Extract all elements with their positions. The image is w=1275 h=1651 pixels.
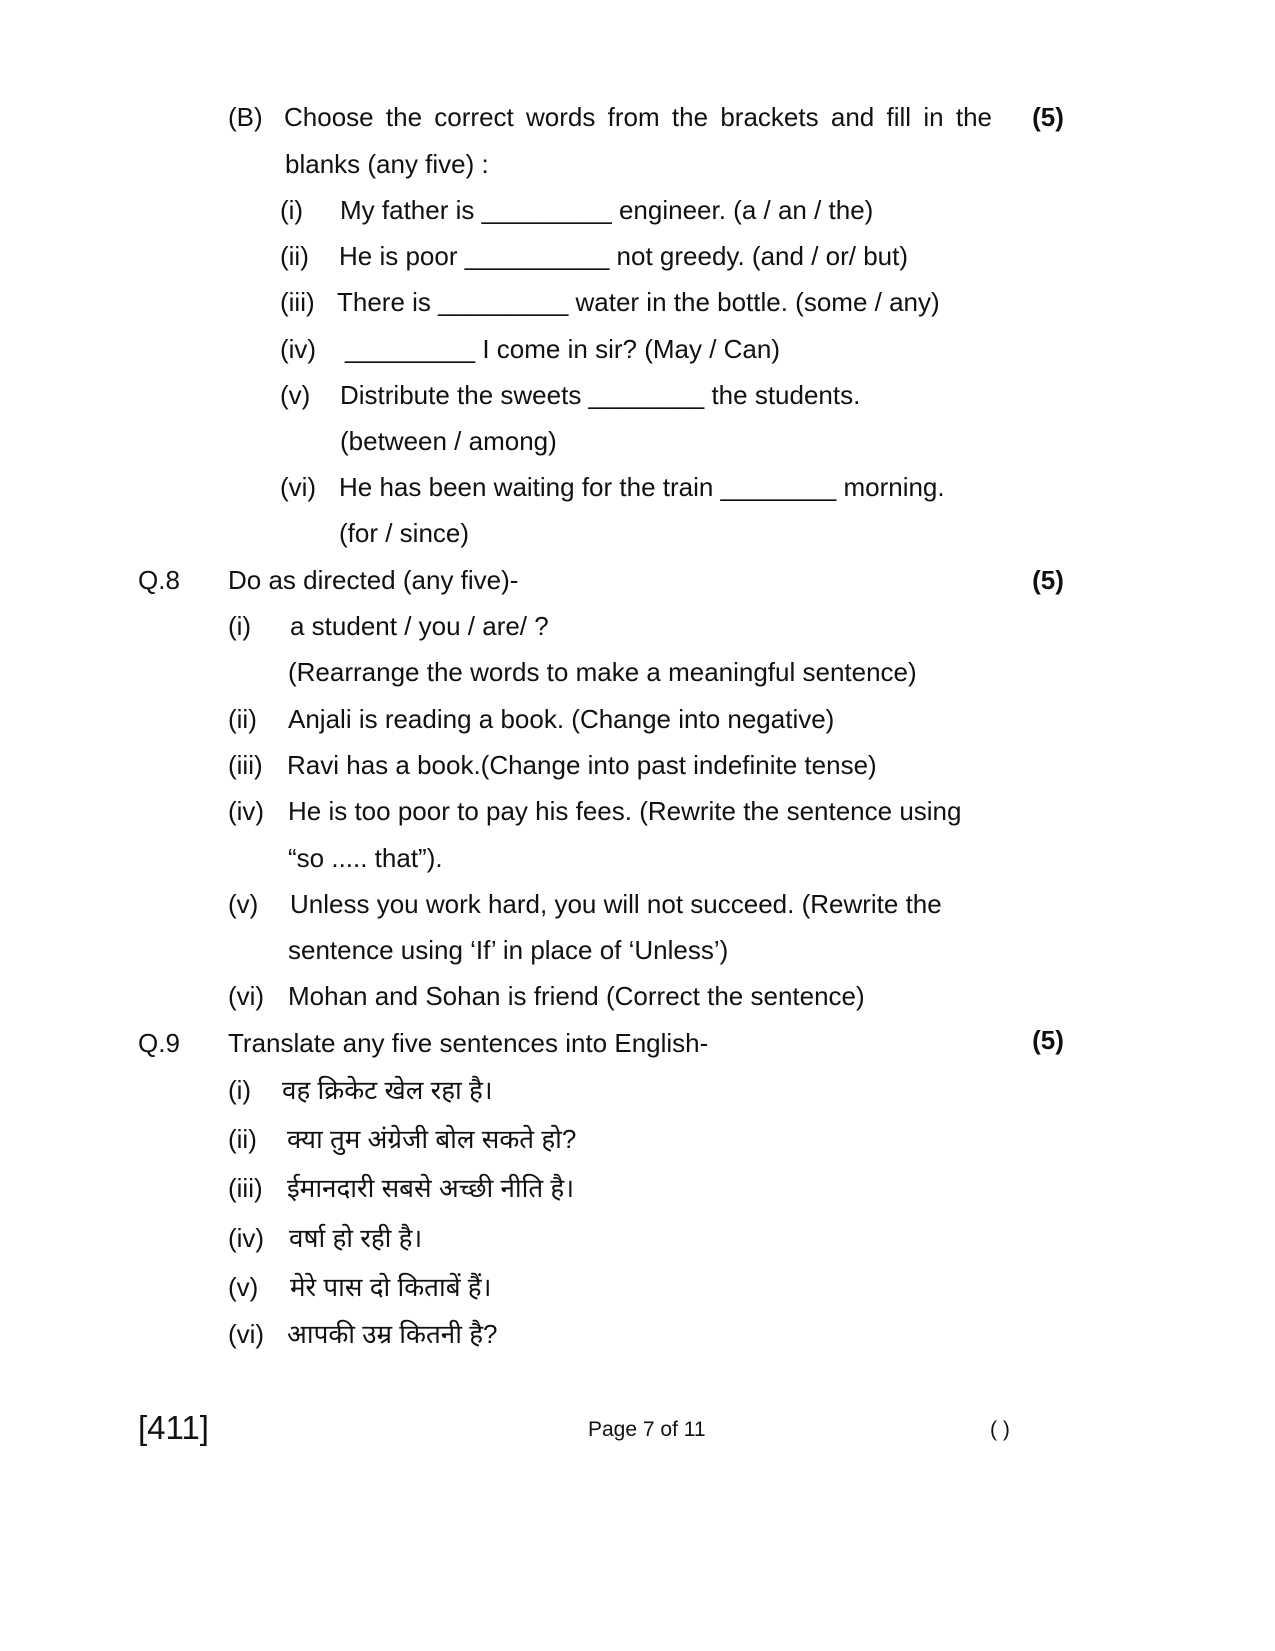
q9-item-text: क्या तुम अंग्रेजी बोल सकते हो? — [287, 1124, 577, 1154]
section-b-instruction-line2: blanks (any five) : — [285, 149, 489, 179]
q8-item-num: (iv) — [228, 796, 265, 826]
section-b-item-num: (iii) — [280, 287, 315, 317]
section-b-item-text: He has been waiting for the train ________ morning. — [339, 472, 945, 502]
q8-item-text: a student / you / are/ ? — [290, 611, 549, 641]
q8-item-continuation: (Rearrange the words to make a meaningful sentence) — [288, 657, 917, 687]
page-number: Page 7 of 11 — [588, 1418, 706, 1441]
q9-item-text: वर्षा हो रही है। — [289, 1223, 423, 1253]
section-b-item-continuation: (for / since) — [339, 518, 470, 548]
q8-item-num: (iii) — [228, 750, 263, 780]
q8-item-num: (vi) — [228, 981, 265, 1011]
section-b-item-num: (v) — [280, 380, 311, 410]
q9-item-text: मेरे पास दो किताबें हैं। — [290, 1272, 492, 1302]
q8-item-continuation: “so ..... that”). — [288, 843, 443, 873]
q8-marks: (5) — [1032, 565, 1064, 595]
q9-item-num: (ii) — [228, 1124, 257, 1154]
section-b-instruction-line1: Choose the correct words from the brackets and fill in the — [284, 102, 992, 132]
section-b-item-num: (ii) — [280, 241, 309, 271]
q8-item-text: Mohan and Sohan is friend (Correct the sentence) — [288, 981, 865, 1011]
q9-number: Q.9 — [138, 1028, 180, 1058]
section-b-label: (B) — [228, 102, 263, 132]
q8-item-continuation: sentence using ‘If’ in place of ‘Unless’) — [288, 935, 729, 965]
q9-item-text: वह क्रिकेट खेल रहा है। — [282, 1075, 493, 1105]
q8-item-num: (v) — [228, 889, 259, 919]
q8-item-num: (ii) — [228, 704, 257, 734]
section-b-item-continuation: (between / among) — [340, 426, 557, 456]
q9-item-num: (vi) — [228, 1319, 265, 1349]
q9-item-text: ईमानदारी सबसे अच्छी नीति है। — [287, 1173, 575, 1203]
section-b-item-text: _________ I come in sir? (May / Can) — [345, 334, 780, 364]
section-b-item-num: (iv) — [280, 334, 317, 364]
q8-item-num: (i) — [228, 611, 252, 641]
section-b-marks: (5) — [1032, 102, 1064, 132]
section-b-item-num: (i) — [280, 195, 304, 225]
q8-item-text: Unless you work hard, you will not succeed. (Rewrite the — [290, 889, 942, 919]
q9-item-text: आपकी उम्र कितनी है? — [287, 1319, 498, 1349]
q9-item-num: (iii) — [228, 1173, 263, 1203]
section-b-item-text: My father is _________ engineer. (a / an / the) — [340, 195, 874, 225]
q9-item-num: (v) — [228, 1272, 259, 1302]
section-b-item-num: (vi) — [280, 472, 317, 502]
q8-item-text: Ravi has a book.(Change into past indefinite tense) — [287, 750, 877, 780]
section-b-item-text: Distribute the sweets ________ the students. — [340, 380, 861, 410]
q9-item-num: (i) — [228, 1075, 252, 1105]
q9-marks: (5) — [1032, 1025, 1064, 1055]
section-b-item-text: He is poor __________ not greedy. (and / or/ but) — [339, 241, 909, 271]
q9-title: Translate any five sentences into English- — [228, 1028, 709, 1058]
q9-item-num: (iv) — [228, 1223, 265, 1253]
q8-item-text: He is too poor to pay his fees. (Rewrite the sentence using — [288, 796, 962, 826]
q8-number: Q.8 — [138, 565, 180, 595]
footer-parentheses: ( ) — [990, 1418, 1010, 1441]
q8-item-text: Anjali is reading a book. (Change into negative) — [288, 704, 835, 734]
q8-title: Do as directed (any five)- — [228, 565, 519, 595]
paper-code: [411] — [138, 1409, 209, 1446]
section-b-item-text: There is _________ water in the bottle. (some / any) — [337, 287, 940, 317]
